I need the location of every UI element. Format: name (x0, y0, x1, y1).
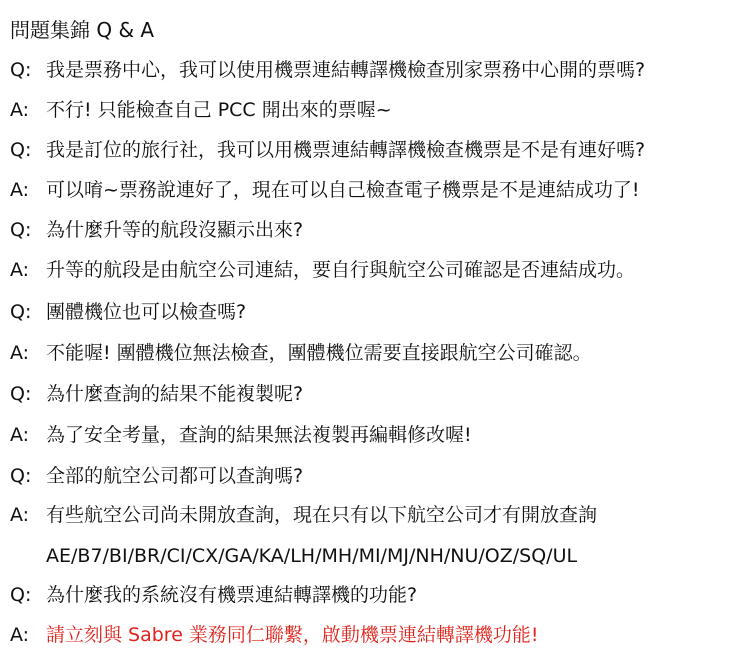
question-text: 全部的航空公司都可以查詢嗎? (46, 465, 304, 487)
answer-prefix: A: (10, 424, 30, 446)
question-text: 為什麼查詢的結果不能複製呢? (46, 383, 304, 405)
answer-prefix: A: (10, 342, 30, 364)
answer-prefix: A: (10, 624, 30, 646)
qa-question (10, 580, 746, 610)
qa-question (10, 55, 746, 85)
question-prefix: Q: (10, 219, 32, 241)
question-prefix: Q: (10, 465, 32, 487)
question-prefix: Q: (10, 301, 32, 323)
qa-answer (10, 620, 746, 650)
qa-answer (10, 175, 746, 205)
qa-answer (10, 338, 746, 368)
answer-text: 不能喔! 團體機位無法檢查，團體機位需要直接跟航空公司確認。 (46, 342, 592, 364)
answer-prefix: A: (10, 259, 30, 281)
airline-codes: AE/B7/BI/BR/CI/CX/GA/KA/LH/MH/MI/MJ/NH/NU/OZ/SQ/UL (46, 545, 578, 567)
question-prefix: Q: (10, 383, 32, 405)
qa-answer (10, 420, 746, 450)
question-prefix: Q: (10, 139, 32, 161)
answer-text: 為了安全考量，查詢的結果無法複製再編輯修改喔! (46, 424, 472, 446)
qa-question (10, 461, 746, 491)
qa-question (10, 297, 746, 327)
question-text: 我是票務中心，我可以使用機票連結轉譯機檢查別家票務中心開的票嗎? (46, 59, 646, 81)
question-text: 團體機位也可以檢查嗎? (46, 301, 247, 323)
qa-answer (10, 95, 746, 125)
answer-text: 可以唷~票務說連好了，現在可以自己檢查電子機票是不是連結成功了! (46, 179, 640, 201)
question-text: 為什麼我的系統沒有機票連結轉譯機的功能? (46, 584, 418, 606)
answer-text: 有些航空公司尚未開放查詢，現在只有以下航空公司才有開放查詢 (46, 504, 598, 526)
answer-prefix: A: (10, 99, 30, 121)
answer-text: 升等的航段是由航空公司連結，要自行與航空公司確認是否連結成功。 (46, 259, 636, 281)
question-text: 為什麼升等的航段沒顯示出來? (46, 219, 304, 241)
answer-text: 不行! 只能檢查自己 PCC 開出來的票喔~ (46, 99, 392, 121)
question-prefix: Q: (10, 59, 32, 81)
qa-question (10, 379, 746, 409)
page-title: 問題集錦 Q & A (10, 18, 155, 42)
qa-answer (10, 255, 746, 285)
answer-text-highlight: 請立刻與 Sabre 業務同仁聯繫，啟動機票連結轉譯機功能! (46, 624, 539, 646)
answer-prefix: A: (10, 504, 30, 526)
answer-prefix: A: (10, 179, 30, 201)
qa-question (10, 135, 746, 165)
question-text: 我是訂位的旅行社，我可以用機票連結轉譯機檢查機票是不是有連好嗎? (46, 139, 646, 161)
qa-question (10, 215, 746, 245)
question-prefix: Q: (10, 584, 32, 606)
qa-answer (10, 500, 746, 530)
